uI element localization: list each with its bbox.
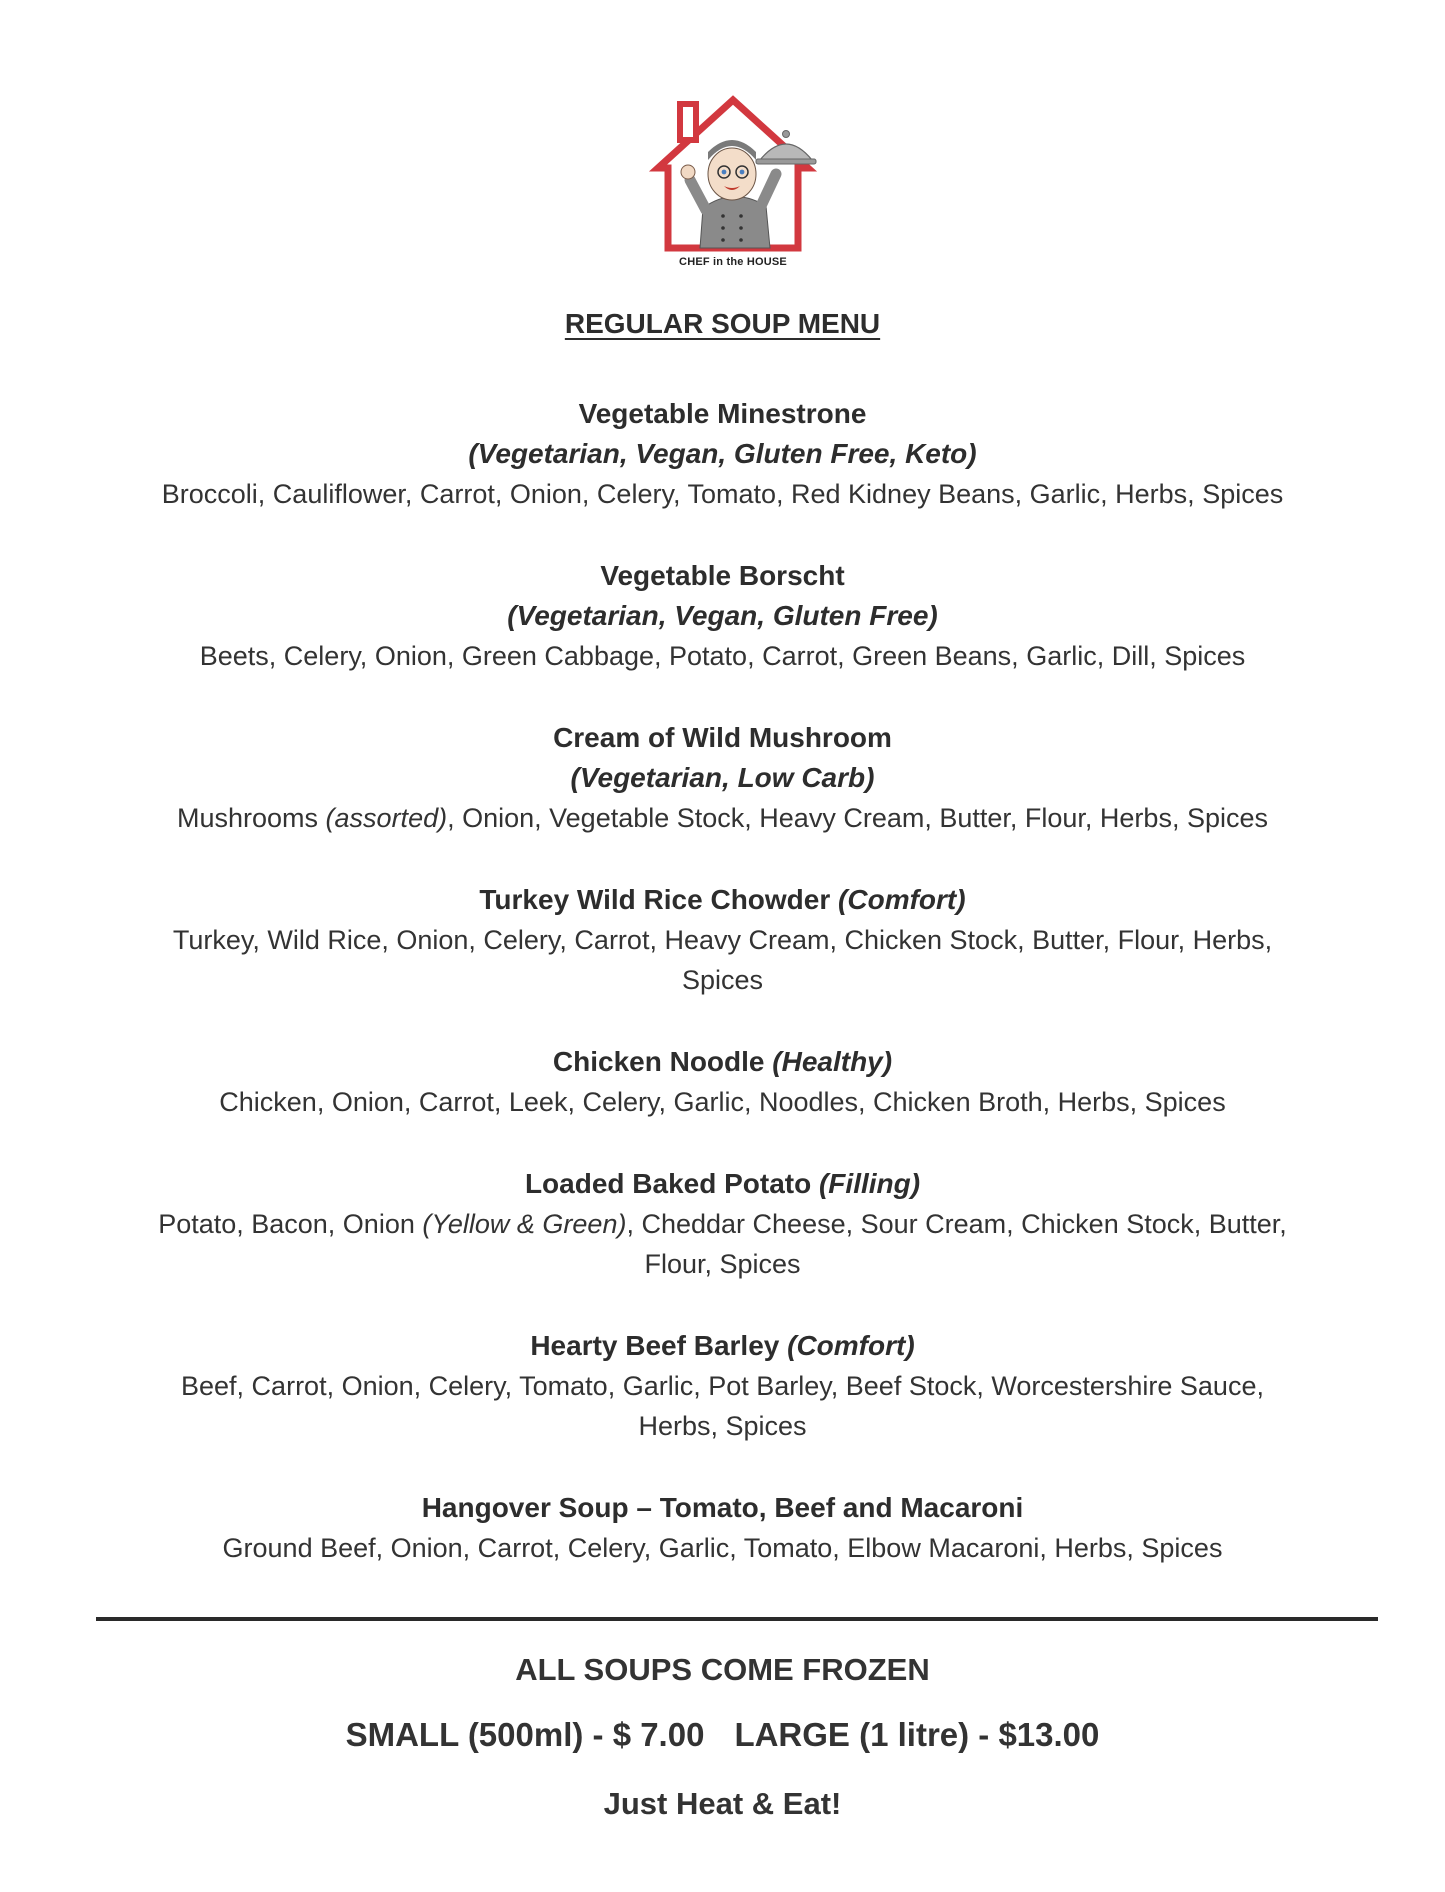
soup-name-text: Hearty Beef Barley [530,1330,788,1361]
soup-ingredients: Beets, Celery, Onion, Green Cabbage, Potato, Carrot, Green Beans, Garlic, Dill, Spices [199,641,1246,671]
soup-name-text: Loaded Baked Potato [524,1168,819,1199]
soup-item [100,880,1345,1000]
soup-item [100,1164,1345,1284]
ingredients-text: Potato, Bacon, Onion [158,1209,423,1239]
section-divider [96,1617,1378,1621]
soup-name-text: Turkey Wild Rice Chowder [479,884,839,915]
soup-name: Vegetable Borscht [600,560,845,591]
soup-ingredients: Broccoli, Cauliflower, Carrot, Onion, Celery, Tomato, Red Kidney Beans, Garlic, Herbs, Spices [161,479,1284,509]
ingredients-note: (assorted) [325,803,448,833]
soup-tag: (Comfort) [838,884,966,915]
chef-house-icon [648,88,818,253]
price-large: LARGE (1 litre) - $13.00 [734,1716,1100,1753]
logo-caption: CHEF in the HOUSE [679,256,787,268]
ingredients-note: (Yellow & Green) [422,1209,627,1239]
soup-diet: (Vegetarian, Vegan, Gluten Free, Keto) [468,438,977,469]
frozen-notice: ALL SOUPS COME FROZEN [515,1652,930,1687]
soup-ingredients [100,798,1345,838]
soup-name: Cream of Wild Mushroom [553,722,892,753]
soup-ingredients: Ground Beef, Onion, Carrot, Celery, Garlic, Tomato, Elbow Macaroni, Herbs, Spices [222,1533,1223,1563]
ingredients-text: Mushrooms [177,803,326,833]
soup-ingredients: Chicken, Onion, Carrot, Leek, Celery, Garlic, Noodles, Chicken Broth, Herbs, Spices [219,1087,1226,1117]
soup-item [100,718,1345,838]
ingredients-text: , Cheddar Cheese, Sour Cream, Chicken Stock, Butter, [626,1209,1287,1239]
soup-ingredients: Beef, Carrot, Onion, Celery, Tomato, Garlic, Pot Barley, Beef Stock, Worcestershire Sauce, [181,1371,1264,1401]
tagline: Just Heat & Eat! [603,1786,842,1821]
soup-item [100,1042,1345,1122]
soup-name: Vegetable Minestrone [578,398,867,429]
soup-ingredients-cont: Spices [681,965,764,995]
soup-ingredients: Turkey, Wild Rice, Onion, Celery, Carrot, Heavy Cream, Chicken Stock, Butter, Flour, Herbs, [172,925,1273,955]
soup-diet: (Vegetarian, Low Carb) [570,762,875,793]
soup-ingredients-cont: Herbs, Spices [638,1411,807,1441]
soup-item [100,394,1345,514]
soup-tag: (Filling) [818,1168,921,1199]
soup-item [100,1326,1345,1446]
ingredients-text: , Onion, Vegetable Stock, Heavy Cream, Butter, Flour, Herbs, Spices [447,803,1268,833]
page-title: REGULAR SOUP MENU [564,308,881,339]
chef-in-the-house-logo [648,88,818,273]
soup-name [100,1042,1345,1082]
price-small: SMALL (500ml) - $ 7.00 [345,1716,705,1753]
soup-item [100,556,1345,676]
soup-diet: (Vegetarian, Vegan, Gluten Free) [507,600,938,631]
soup-item [100,1488,1345,1568]
pricing [0,1716,1445,1754]
soup-tag: (Comfort) [787,1330,915,1361]
soup-name: Hangover Soup – Tomato, Beef and Macaroni [421,1492,1024,1523]
soup-ingredients [100,1204,1345,1244]
soup-name [100,1164,1345,1204]
soup-tag: (Healthy) [772,1046,893,1077]
soup-name [100,1326,1345,1366]
soup-name-text: Chicken Noodle [552,1046,773,1077]
soup-name [100,880,1345,920]
soup-ingredients-cont: Flour, Spices [644,1249,801,1279]
